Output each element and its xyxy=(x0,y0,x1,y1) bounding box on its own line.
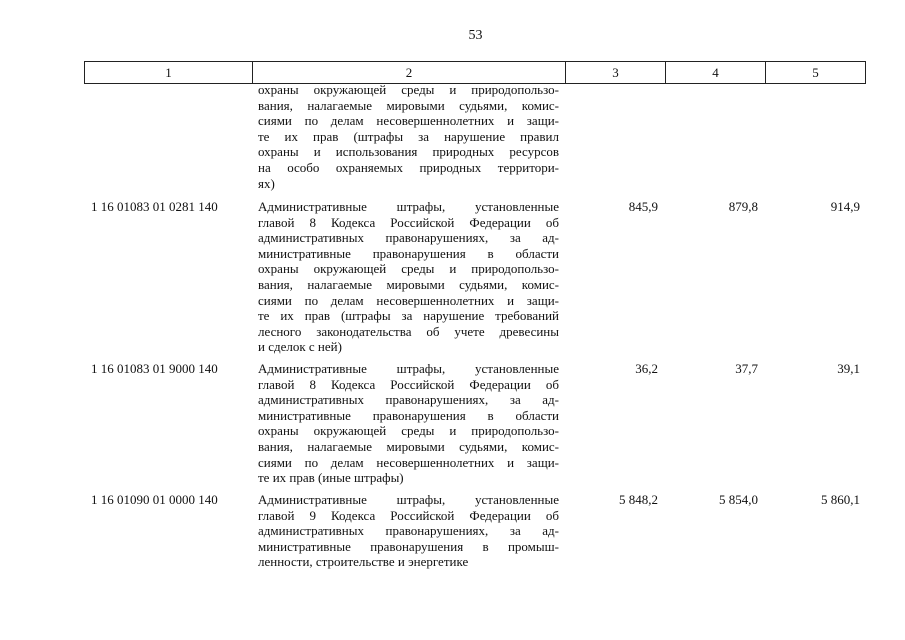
description-line: охраны окружающей среды и природопользо- xyxy=(258,261,559,277)
value-col-4: 879,8 xyxy=(728,199,758,214)
value-col-3: 845,9 xyxy=(628,199,658,214)
description-line: охраны и использования природных ресурсов xyxy=(258,144,559,160)
budget-code: 1 16 01083 01 9000 140 xyxy=(91,361,218,376)
column-header-4: 4 xyxy=(666,62,766,84)
description-line: вания, налагаемые мировыми судьями, комис- xyxy=(258,276,559,292)
description-line: ях) xyxy=(258,175,275,191)
description-line: Административные штрафы, установленные xyxy=(258,199,559,214)
budget-code: 1 16 01083 01 0281 140 xyxy=(91,199,218,214)
column-number-header xyxy=(84,61,866,84)
row-description xyxy=(258,82,559,191)
description-line: главой 9 Кодекса Российской Федерации об xyxy=(258,507,559,523)
page-number: 53 xyxy=(468,28,483,43)
description-line: те их прав (штрафы за нарушение требований xyxy=(258,308,559,324)
description-line: министративные правонарушения в промыш- xyxy=(258,538,559,554)
description-line: Административные штрафы, установленные xyxy=(258,361,559,376)
description-line: на особо охраняемых природных территори- xyxy=(258,159,559,175)
description-line: вания, налагаемые мировыми судьями, комис- xyxy=(258,97,559,113)
column-header-3: 3 xyxy=(566,62,666,84)
description-line: охраны окружающей среды и природопользо- xyxy=(258,82,559,97)
description-line: министративные правонарушения в области xyxy=(258,407,559,423)
row-description xyxy=(258,199,559,355)
description-line: главой 8 Кодекса Российской Федерации об xyxy=(258,376,559,392)
description-line: сиями по делам несовершеннолетних и защи- xyxy=(258,113,559,129)
value-col-5: 39,1 xyxy=(837,361,860,376)
description-line: административных правонарушениях, за ад- xyxy=(258,230,559,246)
column-header-1: 1 xyxy=(85,62,253,84)
budget-code: 1 16 01090 01 0000 140 xyxy=(91,492,218,507)
description-line: и сделок с ней) xyxy=(258,339,342,355)
value-col-5: 914,9 xyxy=(830,199,860,214)
description-line: лесного законодательства об учете древесины xyxy=(258,323,559,339)
value-col-3: 5 848,2 xyxy=(619,492,658,507)
row-description xyxy=(258,361,559,486)
description-line: ленности, строительстве и энергетике xyxy=(258,554,469,570)
value-col-3: 36,2 xyxy=(635,361,658,376)
row-description xyxy=(258,492,559,570)
description-line: сиями по делам несовершеннолетних и защи- xyxy=(258,292,559,308)
description-line: вания, налагаемые мировыми судьями, комис- xyxy=(258,438,559,454)
description-line: административных правонарушениях, за ад- xyxy=(258,523,559,539)
description-line: министративные правонарушения в области xyxy=(258,245,559,261)
column-header-5: 5 xyxy=(766,62,866,84)
value-col-5: 5 860,1 xyxy=(821,492,860,507)
value-col-4: 5 854,0 xyxy=(719,492,758,507)
column-header-2: 2 xyxy=(253,62,566,84)
description-line: охраны окружающей среды и природопользо- xyxy=(258,423,559,439)
description-line: административных правонарушениях, за ад- xyxy=(258,392,559,408)
description-line: те их прав (штрафы за нарушение правил xyxy=(258,128,559,144)
description-line: Административные штрафы, установленные xyxy=(258,492,559,507)
description-line: главой 8 Кодекса Российской Федерации об xyxy=(258,214,559,230)
description-line: те их прав (иные штрафы) xyxy=(258,470,404,486)
description-line: сиями по делам несовершеннолетних и защи- xyxy=(258,454,559,470)
value-col-4: 37,7 xyxy=(735,361,758,376)
